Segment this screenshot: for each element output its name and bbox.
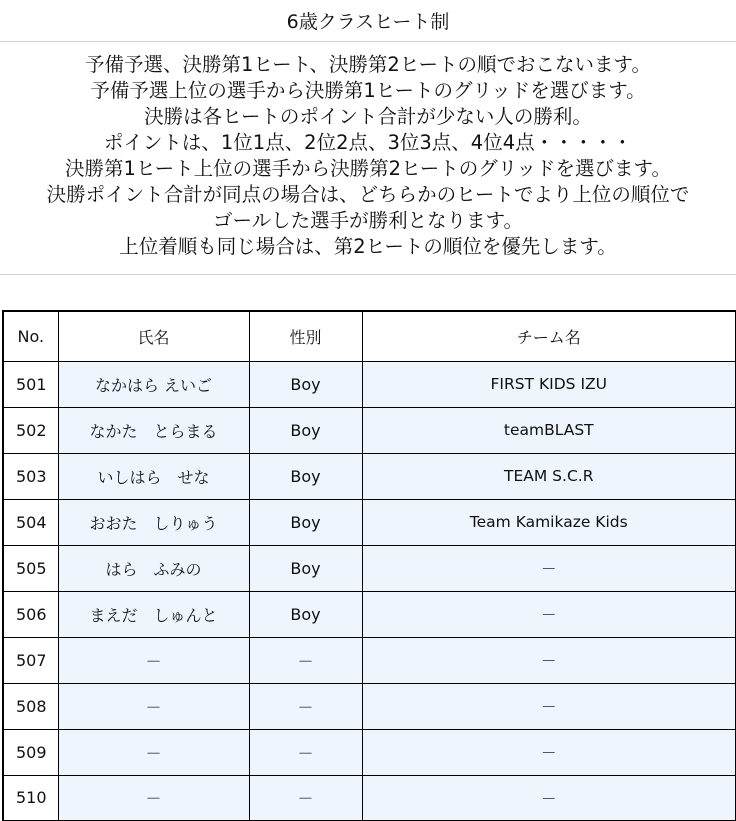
table-row: [3, 407, 736, 453]
table-row: [3, 775, 736, 821]
cell-gender: Boy: [249, 453, 362, 499]
cell-name: おおた しりゅう: [58, 499, 249, 545]
cell-no: 507: [3, 637, 58, 683]
cell-name: はら ふみの: [58, 545, 249, 591]
cell-no: 501: [3, 361, 58, 407]
table-row: [3, 453, 736, 499]
table-header-row: [3, 311, 736, 361]
cell-gender: Boy: [249, 407, 362, 453]
cell-team: teamBLAST: [362, 407, 736, 453]
cell-gender: －: [249, 775, 362, 821]
rule-line: 決勝第1ヒート上位の選手から決勝第2ヒートのグリッドを選びます。: [65, 157, 671, 180]
cell-gender: Boy: [249, 499, 362, 545]
cell-team: －: [362, 545, 736, 591]
rule-line: 予備予選、決勝第1ヒート、決勝第2ヒートの順でおこないます。: [85, 53, 651, 76]
cell-name: なかた とらまる: [58, 407, 249, 453]
cell-gender: －: [249, 637, 362, 683]
header-gender: 性別: [249, 311, 362, 361]
rule-line: 決勝は各ヒートのポイント合計が少ない人の勝利。: [144, 105, 592, 128]
table-row: [3, 545, 736, 591]
cell-team: TEAM S.C.R: [362, 453, 736, 499]
rule-line: 決勝ポイント合計が同点の場合は、どちらかのヒートでより上位の順位で: [46, 183, 690, 206]
cell-team: FIRST KIDS IZU: [362, 361, 736, 407]
cell-no: 502: [3, 407, 58, 453]
cell-team: －: [362, 729, 736, 775]
cell-no: 510: [3, 775, 58, 821]
cell-name: いしはら せな: [58, 453, 249, 499]
cell-name: なかはら えいご: [58, 361, 249, 407]
cell-name: まえだ しゅんと: [58, 591, 249, 637]
cell-name: －: [58, 683, 249, 729]
rule-line: ゴールした選手が勝利となります。: [212, 209, 524, 232]
entry-table: [2, 310, 736, 821]
cell-name: －: [58, 637, 249, 683]
rule-line: 上位着順も同じ場合は、第2ヒートの順位を優先します。: [119, 235, 617, 258]
class-title: 6歳クラスヒート制: [0, 0, 736, 42]
header-team: チーム名: [362, 311, 736, 361]
rules-block: [0, 42, 736, 274]
empty-row: [0, 274, 736, 310]
cell-no: 505: [3, 545, 58, 591]
cell-team: －: [362, 637, 736, 683]
cell-team: －: [362, 591, 736, 637]
header-no: No.: [3, 311, 58, 361]
cell-gender: Boy: [249, 361, 362, 407]
rule-line: ポイントは、1位1点、2位2点、3位3点、4位4点・・・・・: [103, 131, 633, 154]
cell-gender: －: [249, 729, 362, 775]
cell-gender: －: [249, 683, 362, 729]
table-row: [3, 637, 736, 683]
cell-gender: Boy: [249, 545, 362, 591]
cell-team: Team Kamikaze Kids: [362, 499, 736, 545]
table-row: [3, 683, 736, 729]
header-name: 氏名: [58, 311, 249, 361]
table-row: [3, 729, 736, 775]
cell-name: －: [58, 775, 249, 821]
table-row: [3, 361, 736, 407]
cell-no: 509: [3, 729, 58, 775]
table-row: [3, 499, 736, 545]
cell-no: 508: [3, 683, 58, 729]
cell-gender: Boy: [249, 591, 362, 637]
cell-team: －: [362, 683, 736, 729]
cell-no: 504: [3, 499, 58, 545]
cell-name: －: [58, 729, 249, 775]
cell-no: 506: [3, 591, 58, 637]
cell-no: 503: [3, 453, 58, 499]
cell-team: －: [362, 775, 736, 821]
table-row: [3, 591, 736, 637]
rule-line: 予備予選上位の選手から決勝第1ヒートのグリッドを選びます。: [90, 79, 646, 102]
